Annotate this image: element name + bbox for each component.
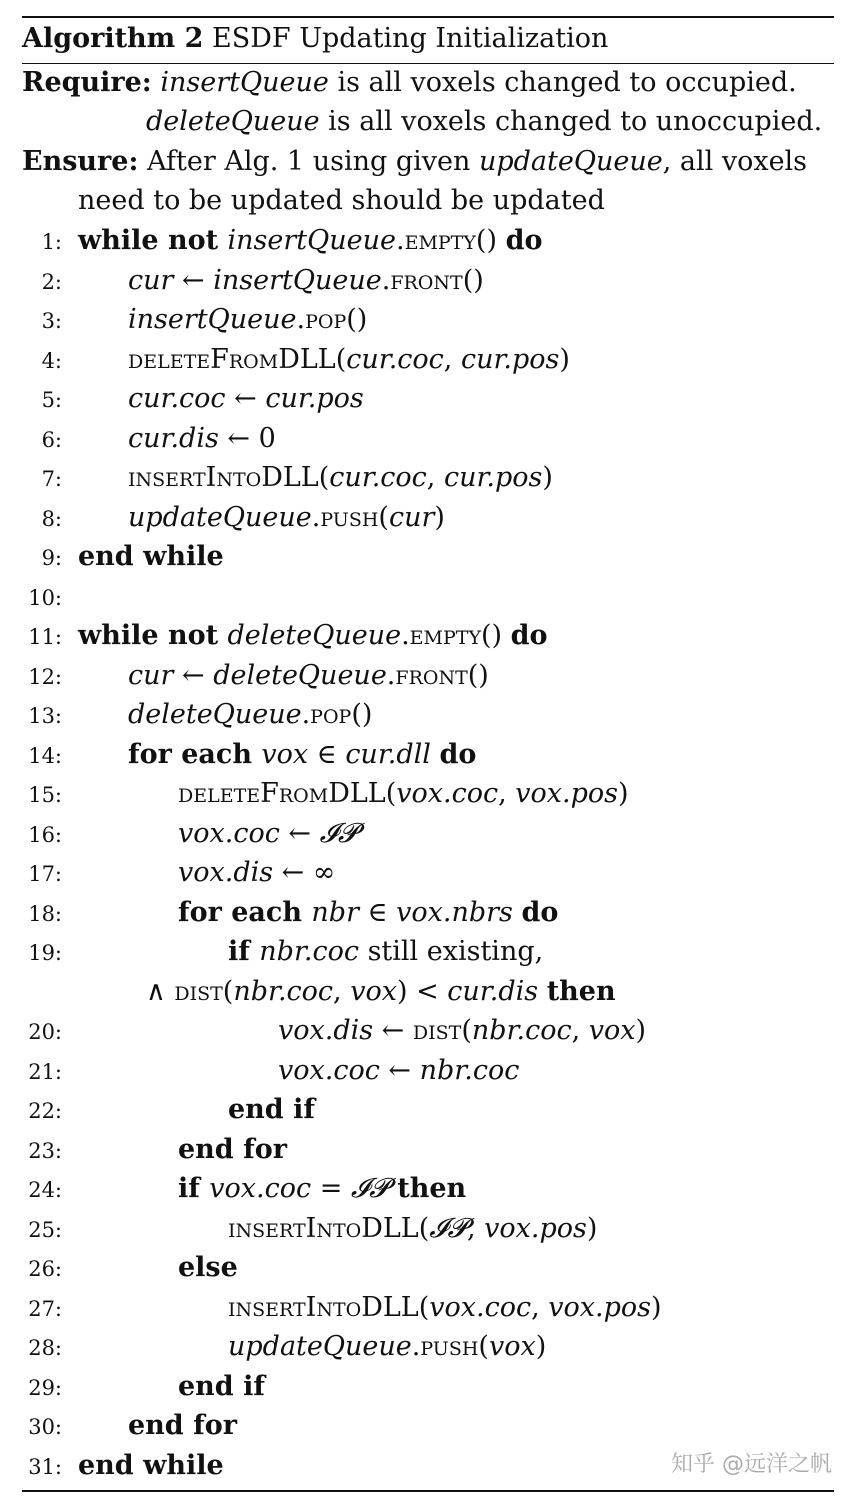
- keyword: end while: [78, 1450, 224, 1481]
- variable: insertQueue: [128, 304, 297, 335]
- code-text: (): [346, 304, 368, 335]
- line-number: 31:: [28, 1455, 62, 1479]
- line-number: 19:: [28, 941, 62, 965]
- algorithm-line: [78, 539, 224, 575]
- code-text: [431, 739, 440, 770]
- algorithm-label: Algorithm 2: [22, 23, 204, 54]
- code-text: (: [222, 976, 234, 1007]
- ensure-line-1: [22, 144, 807, 180]
- code-text: ,: [426, 462, 444, 493]
- variable: vox.coc: [396, 778, 499, 809]
- line-number: 26:: [28, 1257, 62, 1281]
- code-text: ): [650, 1292, 662, 1323]
- code-text: ,: [443, 344, 461, 375]
- algorithm-line: [128, 658, 489, 694]
- ensure-text-post: , all voxels: [662, 146, 808, 177]
- algorithm-line: [128, 302, 367, 338]
- keyword: end while: [78, 541, 224, 572]
- procedure-name: front: [395, 660, 468, 691]
- keyword: end if: [228, 1094, 315, 1125]
- line-number: 7:: [41, 467, 62, 491]
- line-number: 21:: [28, 1060, 62, 1084]
- line-number: 27:: [28, 1297, 62, 1321]
- variable: deleteQueue: [213, 660, 387, 691]
- procedure-name: pop: [305, 304, 347, 335]
- code-text: ): [434, 502, 445, 533]
- algorithm-line: [178, 1132, 287, 1168]
- bottom-rule: [22, 1490, 834, 1492]
- code-text: ← ∞: [273, 857, 336, 888]
- variable: cur.pos: [265, 383, 364, 414]
- line-number: 28:: [28, 1336, 62, 1360]
- algorithm-line: [178, 1369, 265, 1405]
- algorithm-line: [128, 263, 484, 299]
- algorithm-line: [278, 1013, 646, 1049]
- require-text-1: is all voxels changed to occupied.: [328, 67, 797, 98]
- line-number: 11:: [28, 625, 62, 649]
- variable: vox.nbrs: [396, 897, 513, 928]
- code-text: ∧: [146, 976, 175, 1007]
- procedure-name: empty: [409, 620, 481, 651]
- line-number: 5:: [41, 388, 62, 412]
- algorithm-line: [228, 1211, 597, 1247]
- line-number: [0, 974, 62, 1010]
- code-text: ): [542, 462, 553, 493]
- ensure-line-2: [78, 183, 605, 219]
- keyword: end if: [178, 1371, 265, 1402]
- code-text: (): [462, 265, 484, 296]
- algorithm-line: [228, 1290, 662, 1326]
- code-text: ): [559, 344, 570, 375]
- variable: 𝓘𝓟: [350, 1173, 389, 1204]
- code-text: DLL(: [328, 778, 397, 809]
- keyword: while not: [78, 620, 228, 651]
- require-text-2: is all voxels changed to unoccupied.: [319, 106, 823, 137]
- line-number: 18:: [28, 902, 62, 926]
- variable: vox.coc: [178, 818, 280, 849]
- variable: vox: [588, 1015, 636, 1046]
- code-text: ): [635, 1015, 647, 1046]
- code-text: ): [617, 778, 629, 809]
- code-text: ←: [379, 1055, 420, 1086]
- code-text: ,: [531, 1292, 549, 1323]
- procedure-name: deleteFrom: [128, 344, 279, 375]
- variable: updateQueue: [128, 502, 312, 533]
- require-var-2: deleteQueue: [146, 106, 320, 137]
- line-number: 4:: [41, 349, 62, 373]
- algorithm-line: [128, 737, 476, 773]
- algorithm-line: [128, 342, 570, 378]
- keyword: for each: [128, 739, 262, 770]
- line-number: 22:: [28, 1099, 62, 1123]
- code-text: ←: [225, 383, 266, 414]
- algorithm-line: [278, 1053, 519, 1089]
- procedure-name: front: [390, 265, 463, 296]
- variable: vox: [488, 1331, 536, 1362]
- keyword: do: [439, 739, 477, 770]
- algorithm-line: [178, 776, 629, 812]
- keyword: if: [228, 936, 260, 967]
- procedure-name: push: [320, 502, 379, 533]
- variable: nbr.coc: [259, 936, 359, 967]
- top-rule: [22, 16, 834, 18]
- keyword: then: [546, 976, 616, 1007]
- code-text: (): [467, 660, 489, 691]
- variable: 𝓘𝓟: [319, 818, 358, 849]
- algorithm-line: [128, 460, 553, 496]
- line-number: 10:: [28, 586, 62, 610]
- caption-rule: [22, 63, 834, 64]
- algorithm-line: [128, 381, 364, 417]
- algorithm-line: [146, 974, 616, 1010]
- variable: deleteQueue: [128, 699, 302, 730]
- ensure-var: updateQueue: [478, 146, 663, 177]
- ensure-text-2: need to be updated should be updated: [78, 185, 605, 216]
- code-text: ←: [279, 818, 320, 849]
- line-number: 30:: [28, 1415, 62, 1439]
- require-keyword: Require:: [22, 67, 152, 98]
- code-text: ,: [333, 976, 351, 1007]
- code-text: DLL(: [361, 1292, 430, 1323]
- algorithm-line: [178, 855, 335, 891]
- line-number: 29:: [28, 1376, 62, 1400]
- code-text: DLL(: [278, 344, 347, 375]
- variable: vox.pos: [484, 1213, 587, 1244]
- algorithm-line: [78, 1448, 224, 1484]
- variable: cur.coc: [128, 383, 226, 414]
- variable: 𝓘𝓟: [429, 1213, 467, 1244]
- keyword: then: [397, 1173, 467, 1204]
- code-text: ∈: [359, 897, 397, 928]
- code-text: [389, 1173, 398, 1204]
- variable: vox.pos: [515, 778, 618, 809]
- keyword: do: [510, 620, 548, 651]
- procedure-name: insertInto: [228, 1292, 362, 1323]
- keyword: if: [178, 1173, 210, 1204]
- code-text: .: [296, 304, 306, 335]
- variable: cur.pos: [460, 344, 560, 375]
- keyword: end for: [128, 1410, 237, 1441]
- code-text: [538, 976, 547, 1007]
- line-number: 14:: [28, 744, 62, 768]
- code-text: ,: [466, 1213, 485, 1244]
- ensure-keyword: Ensure:: [22, 146, 139, 177]
- line-number: 15:: [28, 783, 62, 807]
- code-text: ,: [498, 778, 516, 809]
- algorithm-line: [178, 1250, 238, 1286]
- algorithm-line: [128, 1408, 237, 1444]
- variable: cur.dis: [447, 976, 539, 1007]
- line-number: 2:: [41, 270, 62, 294]
- keyword: for each: [178, 897, 312, 928]
- code-text: .: [301, 699, 311, 730]
- algorithm-line: [78, 223, 542, 259]
- line-number: 25:: [28, 1218, 62, 1242]
- variable: cur: [388, 502, 435, 533]
- code-text: ←: [173, 660, 214, 691]
- variable: cur: [128, 265, 174, 296]
- keyword: do: [521, 897, 559, 928]
- code-text: ) <: [396, 976, 448, 1007]
- procedure-name: insertInto: [128, 462, 262, 493]
- procedure-name: pop: [310, 699, 352, 730]
- code-text: (): [351, 699, 373, 730]
- code-text: (: [461, 1015, 472, 1046]
- procedure-name: insertInto: [228, 1213, 362, 1244]
- line-number: 8:: [41, 507, 62, 531]
- variable: cur.coc: [329, 462, 427, 493]
- variable: deleteQueue: [227, 620, 402, 651]
- variable: cur.dis: [128, 423, 219, 454]
- line-number: 12:: [28, 665, 62, 689]
- variable: vox.coc: [278, 1055, 380, 1086]
- line-number: 1:: [41, 230, 62, 254]
- code-text: (: [378, 502, 389, 533]
- keyword: while not: [78, 225, 228, 256]
- variable: insertQueue: [227, 225, 396, 256]
- procedure-name: empty: [404, 225, 476, 256]
- code-text: (): [480, 620, 511, 651]
- algorithm-line: [128, 421, 276, 457]
- variable: vox.dis: [278, 1015, 374, 1046]
- code-text: ): [535, 1331, 547, 1362]
- watermark: 知乎 @远洋之帆: [671, 1452, 832, 1477]
- require-line-1: [22, 65, 797, 101]
- procedure-name: dist: [412, 1015, 462, 1046]
- code-text: ←: [373, 1015, 413, 1046]
- algorithm-line: [78, 618, 548, 654]
- code-text: still existing,: [358, 936, 544, 967]
- code-text: ← 0: [218, 423, 276, 454]
- code-text: (: [478, 1331, 489, 1362]
- code-text: .: [386, 660, 396, 691]
- code-text: =: [311, 1173, 351, 1204]
- line-number: 20:: [28, 1020, 62, 1044]
- procedure-name: dist: [174, 976, 223, 1007]
- algorithm-line: [178, 895, 558, 931]
- algorithm-line: [178, 816, 357, 852]
- line-number: 24:: [28, 1178, 62, 1202]
- line-number: 3:: [41, 309, 62, 333]
- algorithm-title: ESDF Updating Initialization: [212, 23, 609, 54]
- keyword: do: [505, 225, 543, 256]
- code-text: .: [311, 502, 321, 533]
- variable: nbr: [311, 897, 359, 928]
- line-number: 16:: [28, 823, 62, 847]
- variable: vox: [261, 739, 309, 770]
- variable: updateQueue: [228, 1331, 412, 1362]
- line-number: 23:: [28, 1139, 62, 1163]
- require-var-1: insertQueue: [160, 67, 329, 98]
- code-text: .: [411, 1331, 421, 1362]
- code-text: ): [586, 1213, 598, 1244]
- line-number: 13:: [28, 704, 62, 728]
- variable: vox: [350, 976, 397, 1007]
- algorithm-line: [228, 1092, 315, 1128]
- variable: cur.coc: [346, 344, 444, 375]
- line-number: 9:: [41, 546, 62, 570]
- algorithm-caption: [22, 20, 608, 58]
- variable: vox.dis: [178, 857, 274, 888]
- algorithm-line: [128, 697, 372, 733]
- variable: cur.pos: [443, 462, 543, 493]
- code-text: ,: [571, 1015, 589, 1046]
- line-number: 17:: [28, 862, 62, 886]
- ensure-text-pre: After Alg. 1 using given: [147, 146, 479, 177]
- algorithm-line: [228, 934, 543, 970]
- algorithm-line: [128, 500, 445, 536]
- variable: vox.coc: [209, 1173, 312, 1204]
- code-text: .: [401, 620, 410, 651]
- code-text: DLL(: [361, 1213, 430, 1244]
- variable: cur.dll: [345, 739, 431, 770]
- keyword: else: [178, 1252, 238, 1283]
- code-text: ∈: [308, 739, 346, 770]
- variable: vox.coc: [429, 1292, 532, 1323]
- keyword: end for: [178, 1134, 287, 1165]
- code-text: .: [395, 225, 405, 256]
- code-text: [513, 897, 522, 928]
- code-text: .: [381, 265, 391, 296]
- code-text: (): [475, 225, 506, 256]
- require-line-2: [146, 104, 822, 140]
- procedure-name: push: [420, 1331, 479, 1362]
- algorithm-line: [178, 1171, 466, 1207]
- variable: nbr.coc: [233, 976, 334, 1007]
- procedure-name: deleteFrom: [178, 778, 329, 809]
- variable: insertQueue: [213, 265, 382, 296]
- variable: cur: [128, 660, 174, 691]
- code-text: DLL(: [261, 462, 330, 493]
- variable: vox.pos: [548, 1292, 651, 1323]
- variable: nbr.coc: [471, 1015, 572, 1046]
- line-number: 6:: [41, 428, 62, 452]
- algorithm-line: [228, 1329, 546, 1365]
- code-text: ←: [173, 265, 214, 296]
- variable: nbr.coc: [419, 1055, 520, 1086]
